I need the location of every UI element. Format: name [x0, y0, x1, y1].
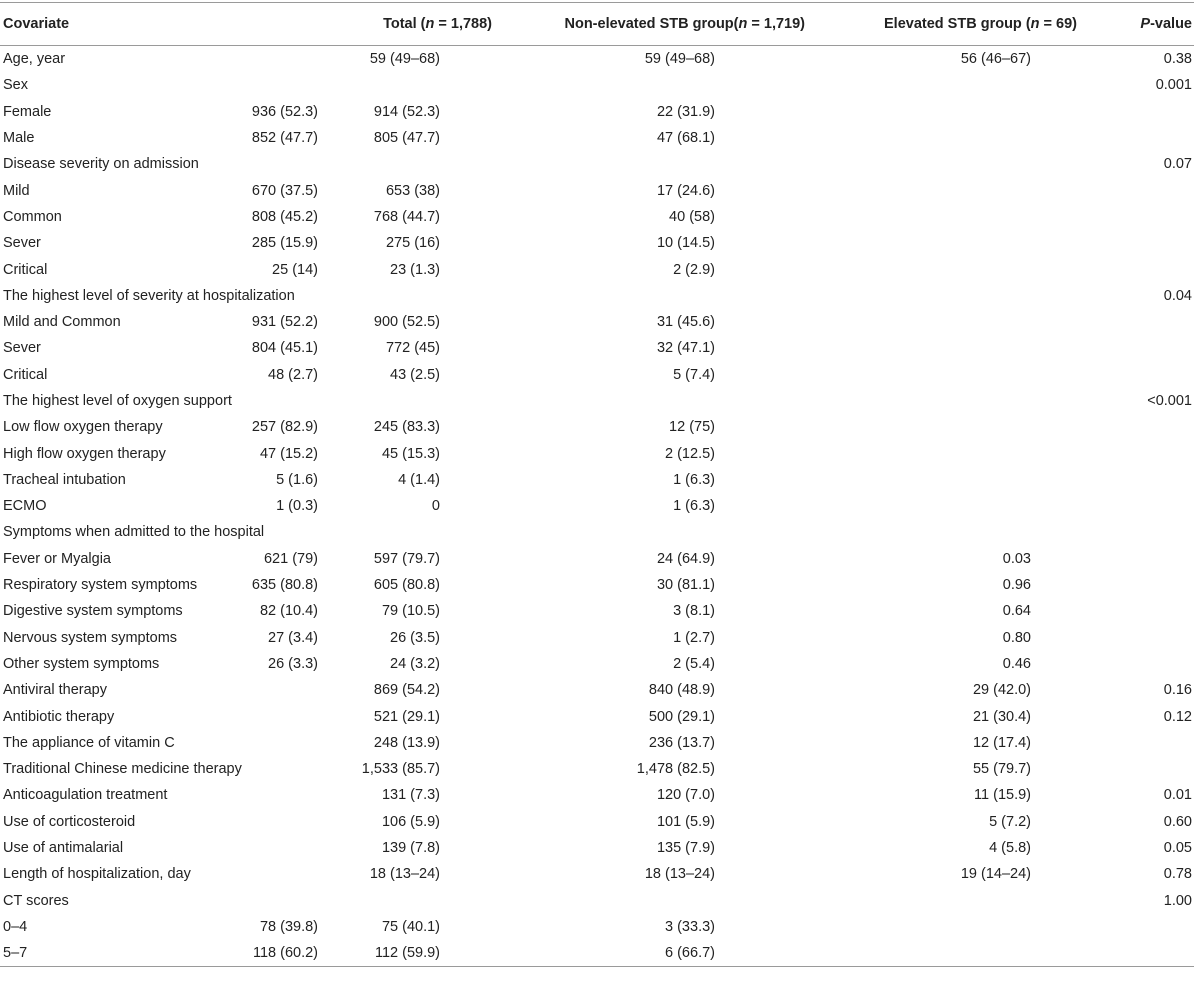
- cell-total: 597 (79.7): [373, 550, 440, 567]
- cell-total: 131 (7.3): [381, 787, 440, 804]
- cell-non-elevated: 40 (58): [669, 208, 715, 225]
- cell-count: 257 (82.9): [251, 419, 318, 436]
- cell-p-value: 0.04: [1163, 287, 1192, 304]
- table-row: [0, 440, 1194, 466]
- cell-non-elevated: 1,478 (82.5): [636, 761, 715, 778]
- table-row: [0, 835, 1194, 861]
- row-label: Male: [3, 130, 35, 147]
- cell-non-elevated: 135 (7.9): [656, 840, 715, 857]
- cell-non-elevated: [497, 388, 833, 414]
- cell-p-value: 1.00: [1163, 892, 1192, 909]
- cell-non-elevated: 2 (2.9): [673, 261, 715, 278]
- cell-elevated: [833, 125, 1097, 151]
- cell-p-value: 0.001: [1155, 77, 1192, 94]
- cell-non-elevated: 840 (48.9): [648, 682, 715, 699]
- row-label: The appliance of vitamin C: [3, 734, 175, 751]
- cell-elevated: [833, 256, 1097, 282]
- cell-non-elevated: [497, 519, 833, 545]
- table-row: [0, 362, 1194, 388]
- cell-count: [213, 151, 324, 177]
- cell-non-elevated: 47 (68.1): [656, 130, 715, 147]
- table-row: [0, 756, 1194, 782]
- cell-elevated: 0.64: [1002, 603, 1031, 620]
- cell-elevated: [833, 467, 1097, 493]
- cell-elevated: [833, 414, 1097, 440]
- cell-count: [213, 677, 324, 703]
- cell-total: 653 (38): [385, 182, 440, 199]
- cell-total: 768 (44.7): [373, 208, 440, 225]
- cell-non-elevated: 500 (29.1): [648, 708, 715, 725]
- table-row: [0, 493, 1194, 519]
- table-row: [0, 388, 1194, 414]
- cell-non-elevated: 31 (45.6): [656, 314, 715, 331]
- cell-count: 82 (10.4): [259, 603, 318, 620]
- cell-count: 804 (45.1): [251, 340, 318, 357]
- cell-elevated: [833, 151, 1097, 177]
- table-row: [0, 677, 1194, 703]
- cell-elevated: [833, 362, 1097, 388]
- cell-elevated: 0.80: [1002, 629, 1031, 646]
- cell-p-value: <0.001: [1147, 393, 1192, 409]
- cell-elevated: [833, 914, 1097, 940]
- cell-count: [213, 46, 324, 73]
- row-label: Low flow oxygen therapy: [3, 419, 163, 436]
- cell-non-elevated: 6 (66.7): [497, 940, 833, 967]
- cell-total: 18 (13–24): [369, 866, 440, 883]
- cell-total: 248 (13.9): [373, 734, 440, 751]
- row-label: Common: [3, 208, 62, 225]
- row-label: Respiratory system symptoms: [3, 577, 198, 594]
- cell-elevated: [833, 309, 1097, 335]
- cell-p-value: 0.78: [1163, 866, 1192, 883]
- cell-count: [213, 730, 324, 756]
- cell-non-elevated: 22 (31.9): [656, 103, 715, 120]
- table-row: [0, 177, 1194, 203]
- table-row: [0, 888, 1194, 914]
- row-label: Traditional Chinese medicine therapy: [3, 761, 242, 778]
- cell-total: 139 (7.8): [381, 840, 440, 857]
- cell-p-value: 0.60: [1163, 813, 1192, 830]
- cell-non-elevated: [497, 72, 833, 98]
- cell-non-elevated: 120 (7.0): [656, 787, 715, 804]
- table-row: [0, 283, 1194, 309]
- cell-elevated: [833, 335, 1097, 361]
- cell-elevated: 0.96: [1002, 577, 1031, 594]
- table-row: [0, 414, 1194, 440]
- row-label: Fever or Myalgia: [3, 550, 111, 567]
- cell-p-value: [1097, 651, 1194, 677]
- cell-count: 25 (14): [272, 261, 318, 278]
- cell-p-value: [1097, 256, 1194, 282]
- cell-total: 79 (10.5): [381, 603, 440, 620]
- cell-elevated: 0.46: [1002, 655, 1031, 672]
- table-row: [0, 546, 1194, 572]
- cell-total: 0: [431, 498, 440, 515]
- table-row: [0, 625, 1194, 651]
- row-label: The highest level of oxygen support: [3, 393, 232, 409]
- cell-elevated: [833, 440, 1097, 466]
- cell-p-value: [1097, 99, 1194, 125]
- row-label: Critical: [3, 366, 48, 383]
- row-label: Use of antimalarial: [3, 840, 124, 857]
- cell-count: 27 (3.4): [268, 629, 318, 646]
- cell-elevated: [833, 72, 1097, 98]
- cell-count: 670 (37.5): [251, 182, 318, 199]
- row-label: Other system symptoms: [3, 655, 160, 672]
- cell-p-value: [1097, 335, 1194, 361]
- table-row: [0, 151, 1194, 177]
- row-label: Anticoagulation treatment: [3, 787, 168, 804]
- table-row: [0, 256, 1194, 282]
- cell-total: 106 (5.9): [381, 813, 440, 830]
- cell-elevated: [833, 204, 1097, 230]
- table-row: [0, 72, 1194, 98]
- table-row: [0, 467, 1194, 493]
- cell-elevated: 5 (7.2): [989, 813, 1031, 830]
- cell-total: [324, 519, 497, 545]
- cell-total: 245 (83.3): [373, 419, 440, 436]
- row-label: 5–7: [0, 940, 213, 967]
- cell-total: [324, 72, 497, 98]
- cell-total: 23 (1.3): [390, 261, 440, 278]
- cell-total: [324, 388, 497, 414]
- row-label: Nervous system symptoms: [3, 629, 178, 646]
- cell-total: 26 (3.5): [390, 629, 440, 646]
- cell-total: 45 (15.3): [381, 445, 440, 462]
- cell-count: [213, 782, 324, 808]
- row-label: Tracheal intubation: [3, 471, 126, 488]
- cell-count: 48 (2.7): [268, 366, 318, 383]
- cell-total: 914 (52.3): [373, 103, 440, 120]
- row-label: Antibiotic therapy: [3, 708, 115, 725]
- cell-count: 936 (52.3): [251, 103, 318, 120]
- cell-p-value: [1097, 230, 1194, 256]
- table-row: [0, 46, 1194, 73]
- cell-non-elevated: 18 (13–24): [644, 866, 715, 883]
- header-total: Total (n = 1,788): [324, 3, 497, 46]
- cell-elevated: 56 (46–67): [960, 51, 1031, 68]
- cell-count: 118 (60.2): [213, 940, 324, 967]
- table-row: [0, 309, 1194, 335]
- table-row: [0, 914, 1194, 940]
- covariate-table: [0, 2, 1194, 967]
- cell-count: [213, 861, 324, 887]
- cell-count: 931 (52.2): [251, 314, 318, 331]
- row-label: Age, year: [3, 51, 66, 68]
- header-p-value: P-value: [1097, 3, 1194, 46]
- cell-p-value: [1097, 546, 1194, 572]
- cell-p-value: [1097, 519, 1194, 545]
- header-row: [0, 3, 1194, 46]
- cell-elevated: 55 (79.7): [972, 761, 1031, 778]
- table-row: [0, 204, 1194, 230]
- cell-count: 5 (1.6): [276, 471, 318, 488]
- cell-p-value: [1097, 493, 1194, 519]
- row-label: Mild and Common: [3, 314, 121, 331]
- cell-non-elevated: 32 (47.1): [656, 340, 715, 357]
- cell-total: 805 (47.7): [373, 130, 440, 147]
- cell-non-elevated: 12 (75): [669, 419, 715, 436]
- cell-count: 47 (15.2): [259, 445, 318, 462]
- cell-p-value: [1097, 125, 1194, 151]
- cell-p-value: [1097, 756, 1194, 782]
- cell-non-elevated: 30 (81.1): [656, 577, 715, 594]
- cell-non-elevated: 59 (49–68): [644, 51, 715, 68]
- cell-count: 852 (47.7): [251, 130, 318, 147]
- cell-elevated: [833, 283, 1097, 309]
- row-label: Sever: [3, 340, 41, 357]
- cell-p-value: 0.07: [1163, 156, 1192, 173]
- row-label: Sex: [3, 77, 28, 94]
- row-label: 0–4: [3, 918, 28, 935]
- cell-p-value: [1097, 625, 1194, 651]
- cell-total: 112 (59.9): [324, 940, 497, 967]
- cell-p-value: [1097, 467, 1194, 493]
- row-label: CT scores: [3, 892, 69, 909]
- cell-non-elevated: 236 (13.7): [648, 734, 715, 751]
- cell-elevated: 19 (14–24): [960, 866, 1031, 883]
- cell-p-value: [1097, 940, 1194, 967]
- row-label: Sever: [3, 235, 41, 252]
- cell-count: 635 (80.8): [251, 577, 318, 594]
- table-row: [0, 703, 1194, 729]
- cell-count: [213, 703, 324, 729]
- cell-count: 285 (15.9): [251, 235, 318, 252]
- header-blank: [213, 3, 324, 46]
- header-covariate: Covariate: [0, 3, 213, 46]
- cell-total: 275 (16): [385, 235, 440, 252]
- row-label: Antiviral therapy: [3, 682, 107, 699]
- table-row: [0, 651, 1194, 677]
- table-row: [0, 125, 1194, 151]
- row-label: Female: [3, 103, 52, 120]
- cell-total: 59 (49–68): [369, 51, 440, 68]
- cell-count: [213, 72, 324, 98]
- cell-count: [213, 809, 324, 835]
- cell-non-elevated: [497, 151, 833, 177]
- row-label: Mild: [3, 182, 30, 199]
- cell-count: 621 (79): [263, 550, 318, 567]
- cell-non-elevated: 101 (5.9): [656, 813, 715, 830]
- cell-total: 869 (54.2): [373, 682, 440, 699]
- cell-non-elevated: 1 (6.3): [673, 471, 715, 488]
- cell-p-value: [1097, 177, 1194, 203]
- table-row: [0, 730, 1194, 756]
- table-row: [0, 572, 1194, 598]
- cell-non-elevated: 10 (14.5): [656, 235, 715, 252]
- cell-p-value: 0.01: [1163, 787, 1192, 804]
- cell-count: 808 (45.2): [251, 208, 318, 225]
- cell-elevated: 11 (15.9): [974, 787, 1031, 804]
- cell-total: 900 (52.5): [373, 314, 440, 331]
- cell-total: [324, 283, 497, 309]
- cell-p-value: [1097, 572, 1194, 598]
- header-non-elevated: Non-elevated STB group(n = 1,719): [497, 3, 833, 46]
- cell-elevated: 4 (5.8): [989, 840, 1031, 857]
- cell-elevated: [833, 388, 1097, 414]
- cell-elevated: 29 (42.0): [972, 682, 1031, 699]
- cell-total: 24 (3.2): [390, 655, 440, 672]
- cell-p-value: 0.16: [1163, 682, 1192, 699]
- cell-elevated: 21 (30.4): [972, 708, 1031, 725]
- cell-total: 605 (80.8): [373, 577, 440, 594]
- row-label: High flow oxygen therapy: [3, 445, 166, 462]
- cell-elevated: [833, 230, 1097, 256]
- cell-count: 26 (3.3): [268, 655, 318, 672]
- cell-non-elevated: 17 (24.6): [656, 182, 715, 199]
- cell-non-elevated: 24 (64.9): [656, 550, 715, 567]
- cell-elevated: [833, 519, 1097, 545]
- row-label: Length of hospitalization, day: [3, 866, 191, 883]
- row-label: The highest level of severity at hospitalization: [3, 287, 295, 304]
- cell-elevated: [833, 99, 1097, 125]
- table-row: [0, 598, 1194, 624]
- cell-non-elevated: [497, 283, 833, 309]
- cell-non-elevated: 1 (6.3): [673, 498, 715, 515]
- cell-total: [324, 151, 497, 177]
- cell-count: 1 (0.3): [276, 498, 318, 515]
- cell-p-value: [1097, 914, 1194, 940]
- row-label: Digestive system symptoms: [3, 603, 183, 620]
- table-row: [0, 809, 1194, 835]
- table-row: [0, 99, 1194, 125]
- cell-p-value: [1097, 598, 1194, 624]
- cell-non-elevated: 3 (8.1): [673, 603, 715, 620]
- cell-p-value: [1097, 440, 1194, 466]
- cell-non-elevated: 3 (33.3): [665, 918, 715, 935]
- table-row: [0, 335, 1194, 361]
- cell-elevated: 0.03: [1002, 550, 1031, 567]
- cell-p-value: 0.05: [1163, 840, 1192, 857]
- cell-total: [324, 888, 497, 914]
- row-label: Symptoms when admitted to the hospital: [3, 524, 265, 541]
- cell-total: 43 (2.5): [390, 366, 440, 383]
- cell-non-elevated: [497, 888, 833, 914]
- cell-elevated: [833, 177, 1097, 203]
- cell-elevated: 12 (17.4): [972, 734, 1031, 751]
- row-label: ECMO: [3, 498, 47, 515]
- cell-non-elevated: 2 (12.5): [665, 445, 715, 462]
- table-row: [0, 940, 1194, 967]
- cell-p-value: [1097, 204, 1194, 230]
- cell-non-elevated: 1 (2.7): [673, 629, 715, 646]
- cell-p-value: 0.12: [1163, 708, 1192, 725]
- row-label: Critical: [3, 261, 48, 278]
- cell-non-elevated: 5 (7.4): [673, 366, 715, 383]
- table-row: [0, 861, 1194, 887]
- cell-p-value: 0.38: [1163, 51, 1192, 68]
- cell-count: [213, 835, 324, 861]
- row-label: Use of corticosteroid: [3, 813, 136, 830]
- row-label: Disease severity on admission: [3, 156, 199, 173]
- header-elevated: Elevated STB group (n = 69): [833, 3, 1097, 46]
- cell-count: [213, 888, 324, 914]
- cell-total: 1,533 (85.7): [361, 761, 440, 778]
- cell-elevated: [833, 888, 1097, 914]
- cell-elevated: [833, 493, 1097, 519]
- cell-p-value: [1097, 730, 1194, 756]
- cell-total: 75 (40.1): [381, 918, 440, 935]
- table-row: [0, 519, 1194, 545]
- cell-count: 78 (39.8): [259, 918, 318, 935]
- table-body: [0, 46, 1194, 967]
- cell-total: 4 (1.4): [398, 471, 440, 488]
- table-row: [0, 230, 1194, 256]
- cell-p-value: [1097, 414, 1194, 440]
- cell-p-value: [1097, 362, 1194, 388]
- table-row: [0, 782, 1194, 808]
- cell-total: 772 (45): [385, 340, 440, 357]
- cell-p-value: [1097, 309, 1194, 335]
- cell-non-elevated: 2 (5.4): [673, 655, 715, 672]
- cell-elevated: [833, 940, 1097, 967]
- cell-total: 521 (29.1): [373, 708, 440, 725]
